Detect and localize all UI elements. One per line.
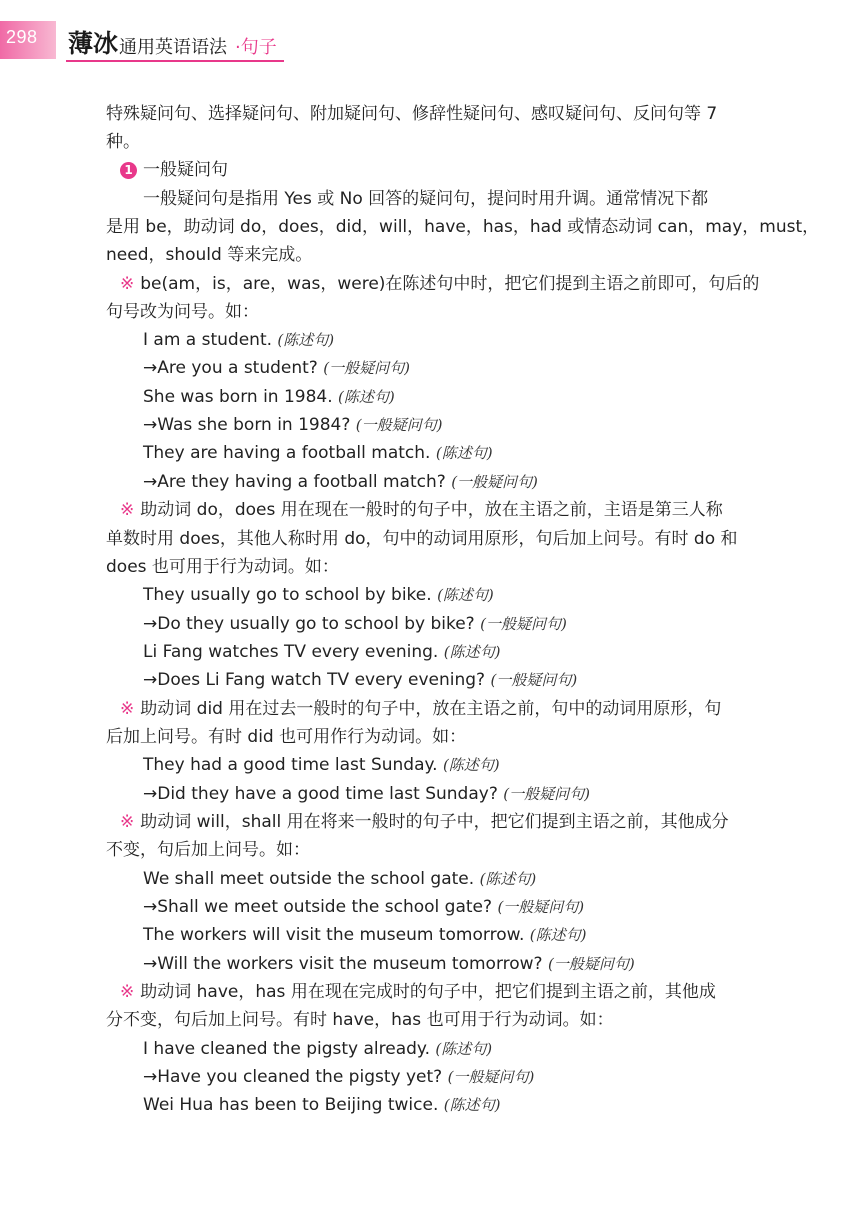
example-sentence: →Are you a student?: [143, 358, 318, 378]
rule-line: 分不变，句后加上问号。有时 have，has 也可用于行为动词。如：: [106, 1010, 614, 1030]
example-note: (陈述句): [443, 1096, 501, 1114]
example-note: (一般疑问句): [451, 473, 538, 491]
example-note: (陈述句): [338, 388, 395, 406]
rule-line: [120, 697, 721, 721]
book-title: 通用英语语法: [119, 37, 227, 58]
chapter-title: 句子: [240, 37, 277, 58]
example-line: [143, 356, 410, 380]
example-note: (陈述句): [277, 331, 335, 349]
example-sentence: →Did they have a good time last Sunday?: [143, 784, 498, 804]
rule-line: [120, 498, 723, 522]
example-sentence: The workers will visit the museum tomorrow.: [143, 925, 525, 945]
example-line: [143, 470, 538, 494]
rule-line: 不变，句后加上问号。如：: [106, 840, 310, 860]
section-title: 一般疑问句: [143, 160, 228, 180]
rule-text: 助动词 have，has 用在现在完成时的句子中，把它们提到主语之前，其他成: [140, 982, 716, 1002]
reference-mark-icon: ※: [120, 274, 135, 294]
page-number: 298: [6, 27, 38, 47]
example-note: (一般疑问句): [447, 1068, 535, 1086]
rule-line: 后加上问号。有时 did 也可用作行为动词。如：: [106, 727, 467, 747]
example-note: (一般疑问句): [503, 785, 590, 803]
rule-line: 句号改为问号。如：: [106, 302, 259, 322]
intro-line: 特殊疑问句、选择疑问句、附加疑问句、修辞性疑问句、感叹疑问句、反问句等 7: [106, 104, 718, 124]
rule-line: does 也可用于行为动词。如：: [106, 557, 339, 577]
reference-mark-icon: ※: [120, 812, 135, 832]
example-sentence: →Do they usually go to school by bike?: [143, 614, 475, 634]
example-line: [143, 952, 635, 976]
example-note: (一般疑问句): [323, 359, 410, 377]
example-line: [143, 753, 500, 777]
example-line: [143, 923, 586, 947]
reference-mark-icon: ※: [120, 500, 135, 520]
title-separator: ·: [235, 37, 241, 58]
page-header: [0, 0, 860, 66]
example-line: [143, 328, 334, 352]
example-line: [143, 1093, 500, 1117]
example-line: [143, 385, 395, 409]
rule-line: [120, 272, 759, 296]
rule-text: 助动词 did 用在过去一般时的句子中，放在主语之前，句中的动词用原形，句: [140, 699, 722, 719]
example-note: (一般疑问句): [497, 898, 585, 916]
example-line: [143, 1065, 534, 1089]
example-sentence: Wei Hua has been to Beijing twice.: [143, 1095, 439, 1115]
example-sentence: I am a student.: [143, 330, 273, 350]
example-line: [143, 441, 493, 465]
example-note: (陈述句): [529, 926, 587, 944]
book-subtitle: [235, 33, 277, 59]
example-line: [143, 1037, 492, 1061]
example-line: [143, 583, 494, 607]
example-line: [143, 640, 500, 664]
example-sentence: →Shall we meet outside the school gate?: [143, 897, 493, 917]
example-line: [143, 867, 536, 891]
example-sentence: →Have you cleaned the pigsty yet?: [143, 1067, 443, 1087]
example-note: (陈述句): [435, 1040, 493, 1058]
example-note: (一般疑问句): [548, 955, 635, 973]
rule-line: 单数时用 does，其他人称时用 do，句中的动词用原形，句后加上问号。有时 do 和: [106, 529, 738, 549]
example-note: (一般疑问句): [355, 416, 443, 434]
example-note: (陈述句): [443, 643, 501, 661]
reference-mark-icon: ※: [120, 699, 135, 719]
section-number-badge: 1: [120, 162, 137, 179]
example-sentence: They are having a football match.: [143, 443, 431, 463]
header-underline: [66, 60, 284, 62]
example-sentence: →Does Li Fang watch TV every evening?: [143, 670, 486, 690]
example-sentence: I have cleaned the pigsty already.: [143, 1039, 430, 1059]
example-sentence: They had a good time last Sunday.: [143, 755, 438, 775]
example-note: (陈述句): [442, 756, 500, 774]
reference-mark-icon: ※: [120, 982, 135, 1002]
definition-line: 一般疑问句是指用 Yes 或 No 回答的疑问句，提问时用升调。通常情况下都: [143, 189, 709, 209]
rule-text: 助动词 will，shall 用在将来一般时的句子中，把它们提到主语之前，其他成分: [140, 812, 729, 832]
example-note: (陈述句): [435, 444, 493, 462]
section-heading: [120, 158, 228, 182]
example-line: [143, 668, 577, 692]
example-sentence: They usually go to school by bike.: [143, 585, 432, 605]
definition-line: need，should 等来完成。: [106, 245, 313, 265]
example-note: (陈述句): [479, 870, 537, 888]
example-note: (陈述句): [437, 586, 494, 604]
rule-line: [120, 980, 716, 1004]
example-line: [143, 612, 567, 636]
example-note: (一般疑问句): [490, 671, 578, 689]
example-line: [143, 895, 584, 919]
rule-text: be(am，is，are，was，were)在陈述句中时，把它们提到主语之前即可，句后的: [140, 274, 760, 294]
example-sentence: →Are they having a football match?: [143, 472, 446, 492]
example-note: (一般疑问句): [480, 615, 567, 633]
example-line: [143, 782, 590, 806]
example-sentence: Li Fang watches TV every evening.: [143, 642, 439, 662]
rule-text: 助动词 do，does 用在现在一般时的句子中，放在主语之前，主语是第三人称: [140, 500, 723, 520]
definition-line: 是用 be，助动词 do，does，did，will，have，has，had 或情态动词 can，may，must，: [106, 217, 820, 237]
intro-line: 种。: [106, 132, 140, 152]
example-line: [143, 413, 443, 437]
example-sentence: →Will the workers visit the museum tomorrow?: [143, 954, 543, 974]
example-sentence: →Was she born in 1984?: [143, 415, 351, 435]
example-sentence: She was born in 1984.: [143, 387, 333, 407]
brand-title: 薄冰: [68, 29, 119, 58]
rule-line: [120, 810, 729, 834]
example-sentence: We shall meet outside the school gate.: [143, 869, 475, 889]
